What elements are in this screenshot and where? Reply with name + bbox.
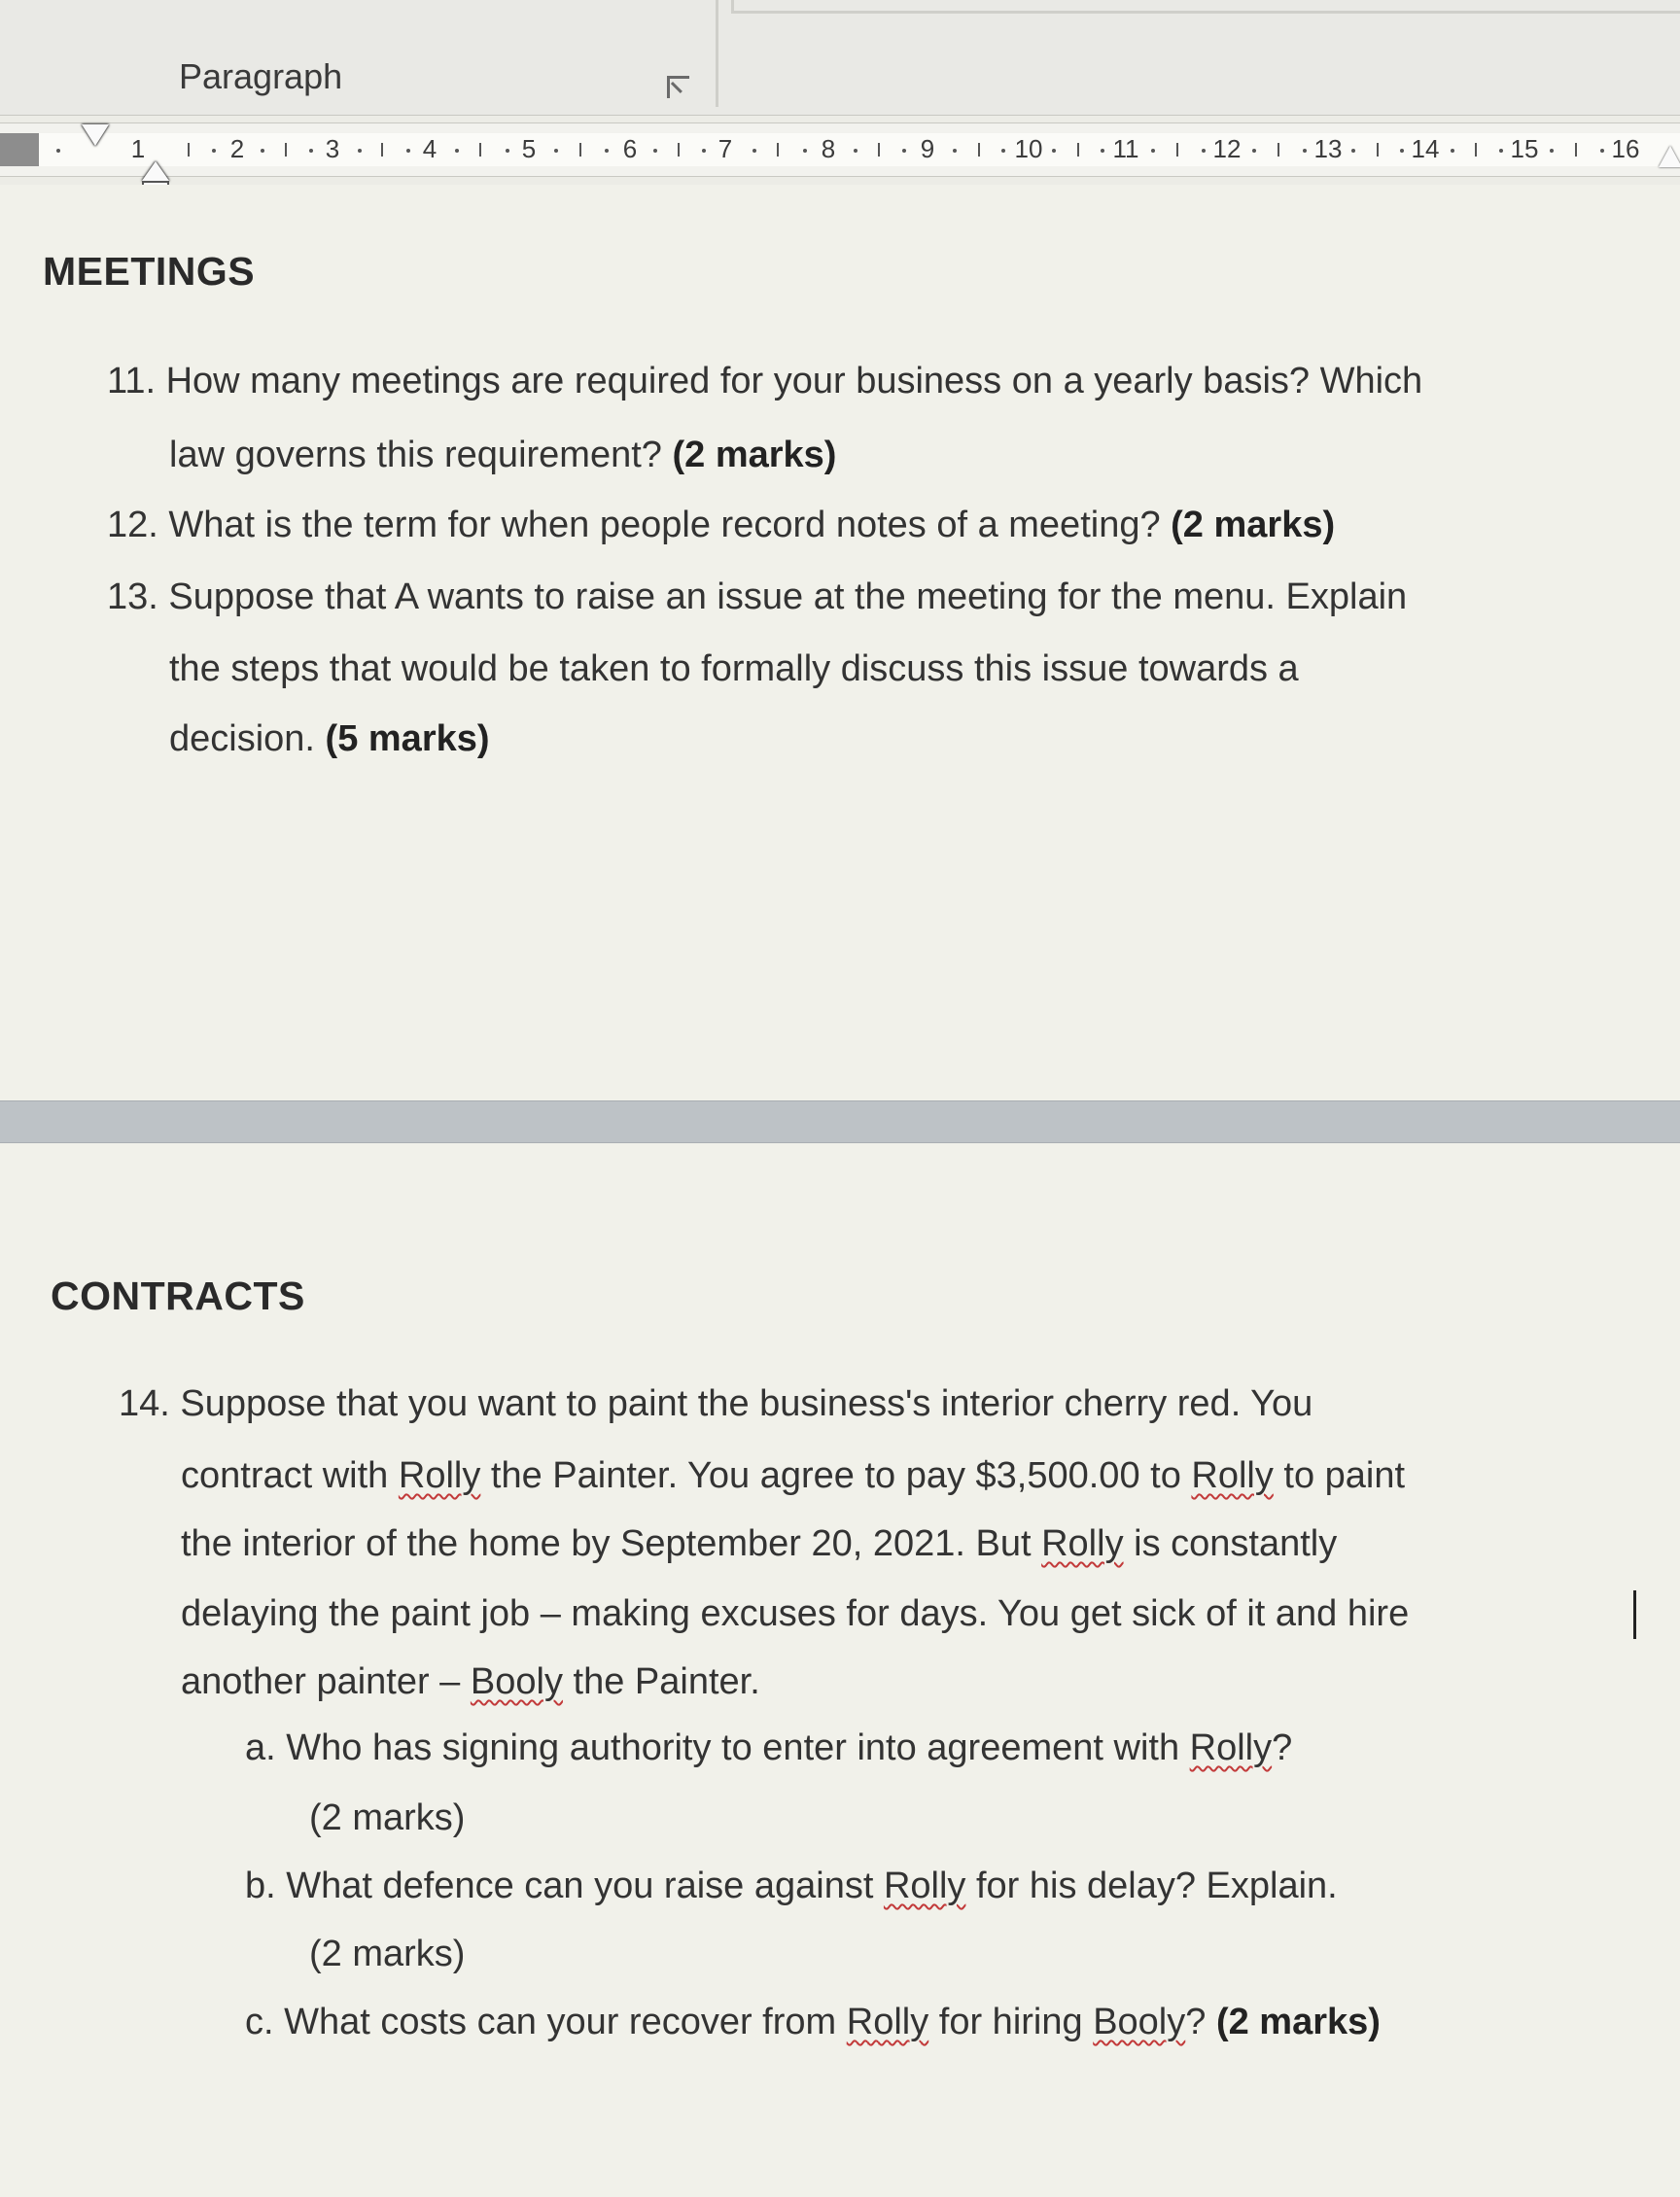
question-14a-line-1 xyxy=(245,1725,1292,1771)
question-12-marks: (2 marks) xyxy=(1171,505,1336,545)
ruler-number: 8 xyxy=(821,134,836,163)
ruler-tick xyxy=(878,143,880,157)
ruler-tick xyxy=(1377,143,1379,157)
ruler-tick xyxy=(579,143,581,157)
ruler-dot xyxy=(1151,149,1155,153)
ruler-dot xyxy=(803,149,807,153)
ruler-tick xyxy=(1077,143,1079,157)
ruler-number: 12 xyxy=(1212,134,1242,163)
ruler-dot xyxy=(1052,149,1056,153)
question-14-line-3 xyxy=(181,1520,1337,1567)
spelling-error-rolly[interactable]: Rolly xyxy=(398,1455,481,1496)
ruler-number: 5 xyxy=(521,134,537,163)
ruler-tick xyxy=(777,143,779,157)
spelling-error-booly[interactable]: Booly xyxy=(1093,2002,1186,2042)
ruler-dot xyxy=(1101,149,1104,153)
ruler-tick xyxy=(188,143,190,157)
ruler-number: 1 xyxy=(130,134,146,163)
question-11-line-1: 11. How many meetings are required for your business on a yearly basis? Which xyxy=(107,361,1423,401)
ruler-tick xyxy=(1176,143,1178,157)
question-14c-text: ? xyxy=(1185,2002,1216,2042)
document-page-1[interactable] xyxy=(0,185,1680,1100)
ruler-dot xyxy=(1451,149,1454,153)
ruler-dot xyxy=(358,149,362,153)
question-12-line-1 xyxy=(107,502,1335,548)
ruler-dot xyxy=(1400,149,1404,153)
ribbon-paragraph-group xyxy=(0,0,1680,116)
paragraph-dialog-launcher-icon[interactable] xyxy=(667,76,689,98)
ruler-margin xyxy=(0,133,39,166)
question-14-line-2 xyxy=(181,1452,1405,1499)
text-cursor xyxy=(1633,1590,1636,1639)
question-14b-text: b. What defence can you raise against xyxy=(245,1866,884,1906)
ruler-number: 11 xyxy=(1112,134,1139,163)
hanging-indent-marker-icon[interactable] xyxy=(142,161,169,181)
ruler-dot xyxy=(455,149,459,153)
ruler-dot xyxy=(1001,149,1005,153)
question-14b-marks: (2 marks) xyxy=(309,1934,466,1974)
question-11-marks: (2 marks) xyxy=(672,435,837,475)
question-11-line-2 xyxy=(169,432,836,478)
question-14-text: to paint xyxy=(1273,1455,1406,1496)
paragraph-group-label: Paragraph xyxy=(179,56,343,96)
ruler-dot xyxy=(1303,149,1307,153)
right-indent-marker-icon[interactable] xyxy=(1659,146,1680,167)
question-14a-marks: (2 marks) xyxy=(309,1797,466,1838)
contracts-heading: CONTRACTS xyxy=(51,1273,305,1318)
question-13-line-1: 13. Suppose that A wants to raise an issue at the meeting for the menu. Explain xyxy=(107,576,1408,617)
question-13-line-2: the steps that would be taken to formally discuss this issue towards a xyxy=(169,648,1299,689)
question-12-text: 12. What is the term for when people record notes of a meeting? xyxy=(107,505,1172,545)
ruler-dot xyxy=(261,149,264,153)
ruler-tick xyxy=(1475,143,1477,157)
spelling-error-rolly[interactable]: Rolly xyxy=(846,2002,929,2042)
ruler-dot xyxy=(1252,149,1256,153)
ruler-dot xyxy=(1202,149,1206,153)
ruler-number: 7 xyxy=(718,134,733,163)
question-14c-line-1 xyxy=(245,1999,1381,2045)
question-14a-text: a. Who has signing authority to enter into agreement with xyxy=(245,1727,1190,1768)
ruler-dot xyxy=(406,149,410,153)
ruler-dot xyxy=(1550,149,1554,153)
ruler-dot xyxy=(212,149,216,153)
ruler-number: 14 xyxy=(1411,134,1440,163)
ruler-number: 2 xyxy=(229,134,245,163)
ruler-dot xyxy=(953,149,957,153)
question-14-text: the interior of the home by September 20, 2021. But xyxy=(181,1523,1042,1564)
spelling-error-booly[interactable]: Booly xyxy=(470,1661,563,1702)
ruler-dot xyxy=(56,149,60,153)
ruler-dot xyxy=(752,149,756,153)
ruler-dot xyxy=(1351,149,1355,153)
ruler-tick xyxy=(978,143,980,157)
ruler-dot xyxy=(605,149,609,153)
ruler-dot xyxy=(506,149,509,153)
ribbon-separator xyxy=(716,0,718,107)
question-14-text: the Painter. You agree to pay $3,500.00 to xyxy=(480,1455,1192,1496)
question-14a-text: ? xyxy=(1272,1727,1293,1768)
question-14c-text: c. What costs can your recover from xyxy=(245,2002,847,2042)
question-14-text: contract with xyxy=(181,1455,399,1496)
ruler-number: 16 xyxy=(1611,134,1640,163)
spelling-error-rolly[interactable]: Rolly xyxy=(883,1866,966,1906)
question-13-marks: (5 marks) xyxy=(325,718,490,759)
ruler-tick xyxy=(285,143,287,157)
question-14-text: another painter – xyxy=(181,1661,471,1702)
spelling-error-rolly[interactable]: Rolly xyxy=(1191,1455,1274,1496)
question-14-text: the Painter. xyxy=(562,1661,760,1702)
ruler-dot xyxy=(554,149,558,153)
ruler-number: 3 xyxy=(325,134,340,163)
ruler-number: 6 xyxy=(622,134,638,163)
ruler-dot xyxy=(702,149,706,153)
question-14c-text: for hiring xyxy=(928,2002,1094,2042)
question-14c-marks: (2 marks) xyxy=(1215,2002,1381,2042)
spelling-error-rolly[interactable]: Rolly xyxy=(1189,1727,1273,1768)
question-14b-text: for his delay? Explain. xyxy=(965,1866,1338,1906)
ruler-tick xyxy=(381,143,383,157)
question-13-text: decision. xyxy=(169,718,326,759)
question-14-line-1: 14. Suppose that you want to paint the business's interior cherry red. You xyxy=(119,1383,1313,1424)
ruler-number: 13 xyxy=(1313,134,1343,163)
ruler-number: 9 xyxy=(920,134,935,163)
ruler-tick xyxy=(678,143,680,157)
first-line-indent-marker-icon[interactable] xyxy=(82,124,109,146)
ruler-dot xyxy=(653,149,657,153)
horizontal-ruler[interactable] xyxy=(0,122,1680,177)
question-11-text: law governs this requirement? xyxy=(169,435,673,475)
ruler-number: 15 xyxy=(1510,134,1539,163)
ruler-dot xyxy=(1499,149,1503,153)
question-14-line-4: delaying the paint job – making excuses for days. You get sick of it and hire xyxy=(181,1593,1410,1634)
ruler-dot xyxy=(309,149,313,153)
ruler-tick xyxy=(1278,143,1279,157)
page-break-gap xyxy=(0,1100,1680,1143)
spelling-error-rolly[interactable]: Rolly xyxy=(1041,1523,1124,1564)
ruler-number: 10 xyxy=(1014,134,1043,163)
ruler-tick xyxy=(1575,143,1577,157)
ribbon-separator xyxy=(731,0,1680,14)
meetings-heading: MEETINGS xyxy=(43,249,256,294)
ruler-tick xyxy=(479,143,481,157)
question-14b-line-1 xyxy=(245,1863,1338,1909)
question-14-line-5 xyxy=(181,1658,760,1705)
question-14-text: is constantly xyxy=(1123,1523,1338,1564)
ruler-dot xyxy=(902,149,906,153)
question-13-line-3 xyxy=(169,715,490,762)
ruler-dot xyxy=(1600,149,1604,153)
ruler-dot xyxy=(854,149,858,153)
ruler-number: 4 xyxy=(422,134,438,163)
